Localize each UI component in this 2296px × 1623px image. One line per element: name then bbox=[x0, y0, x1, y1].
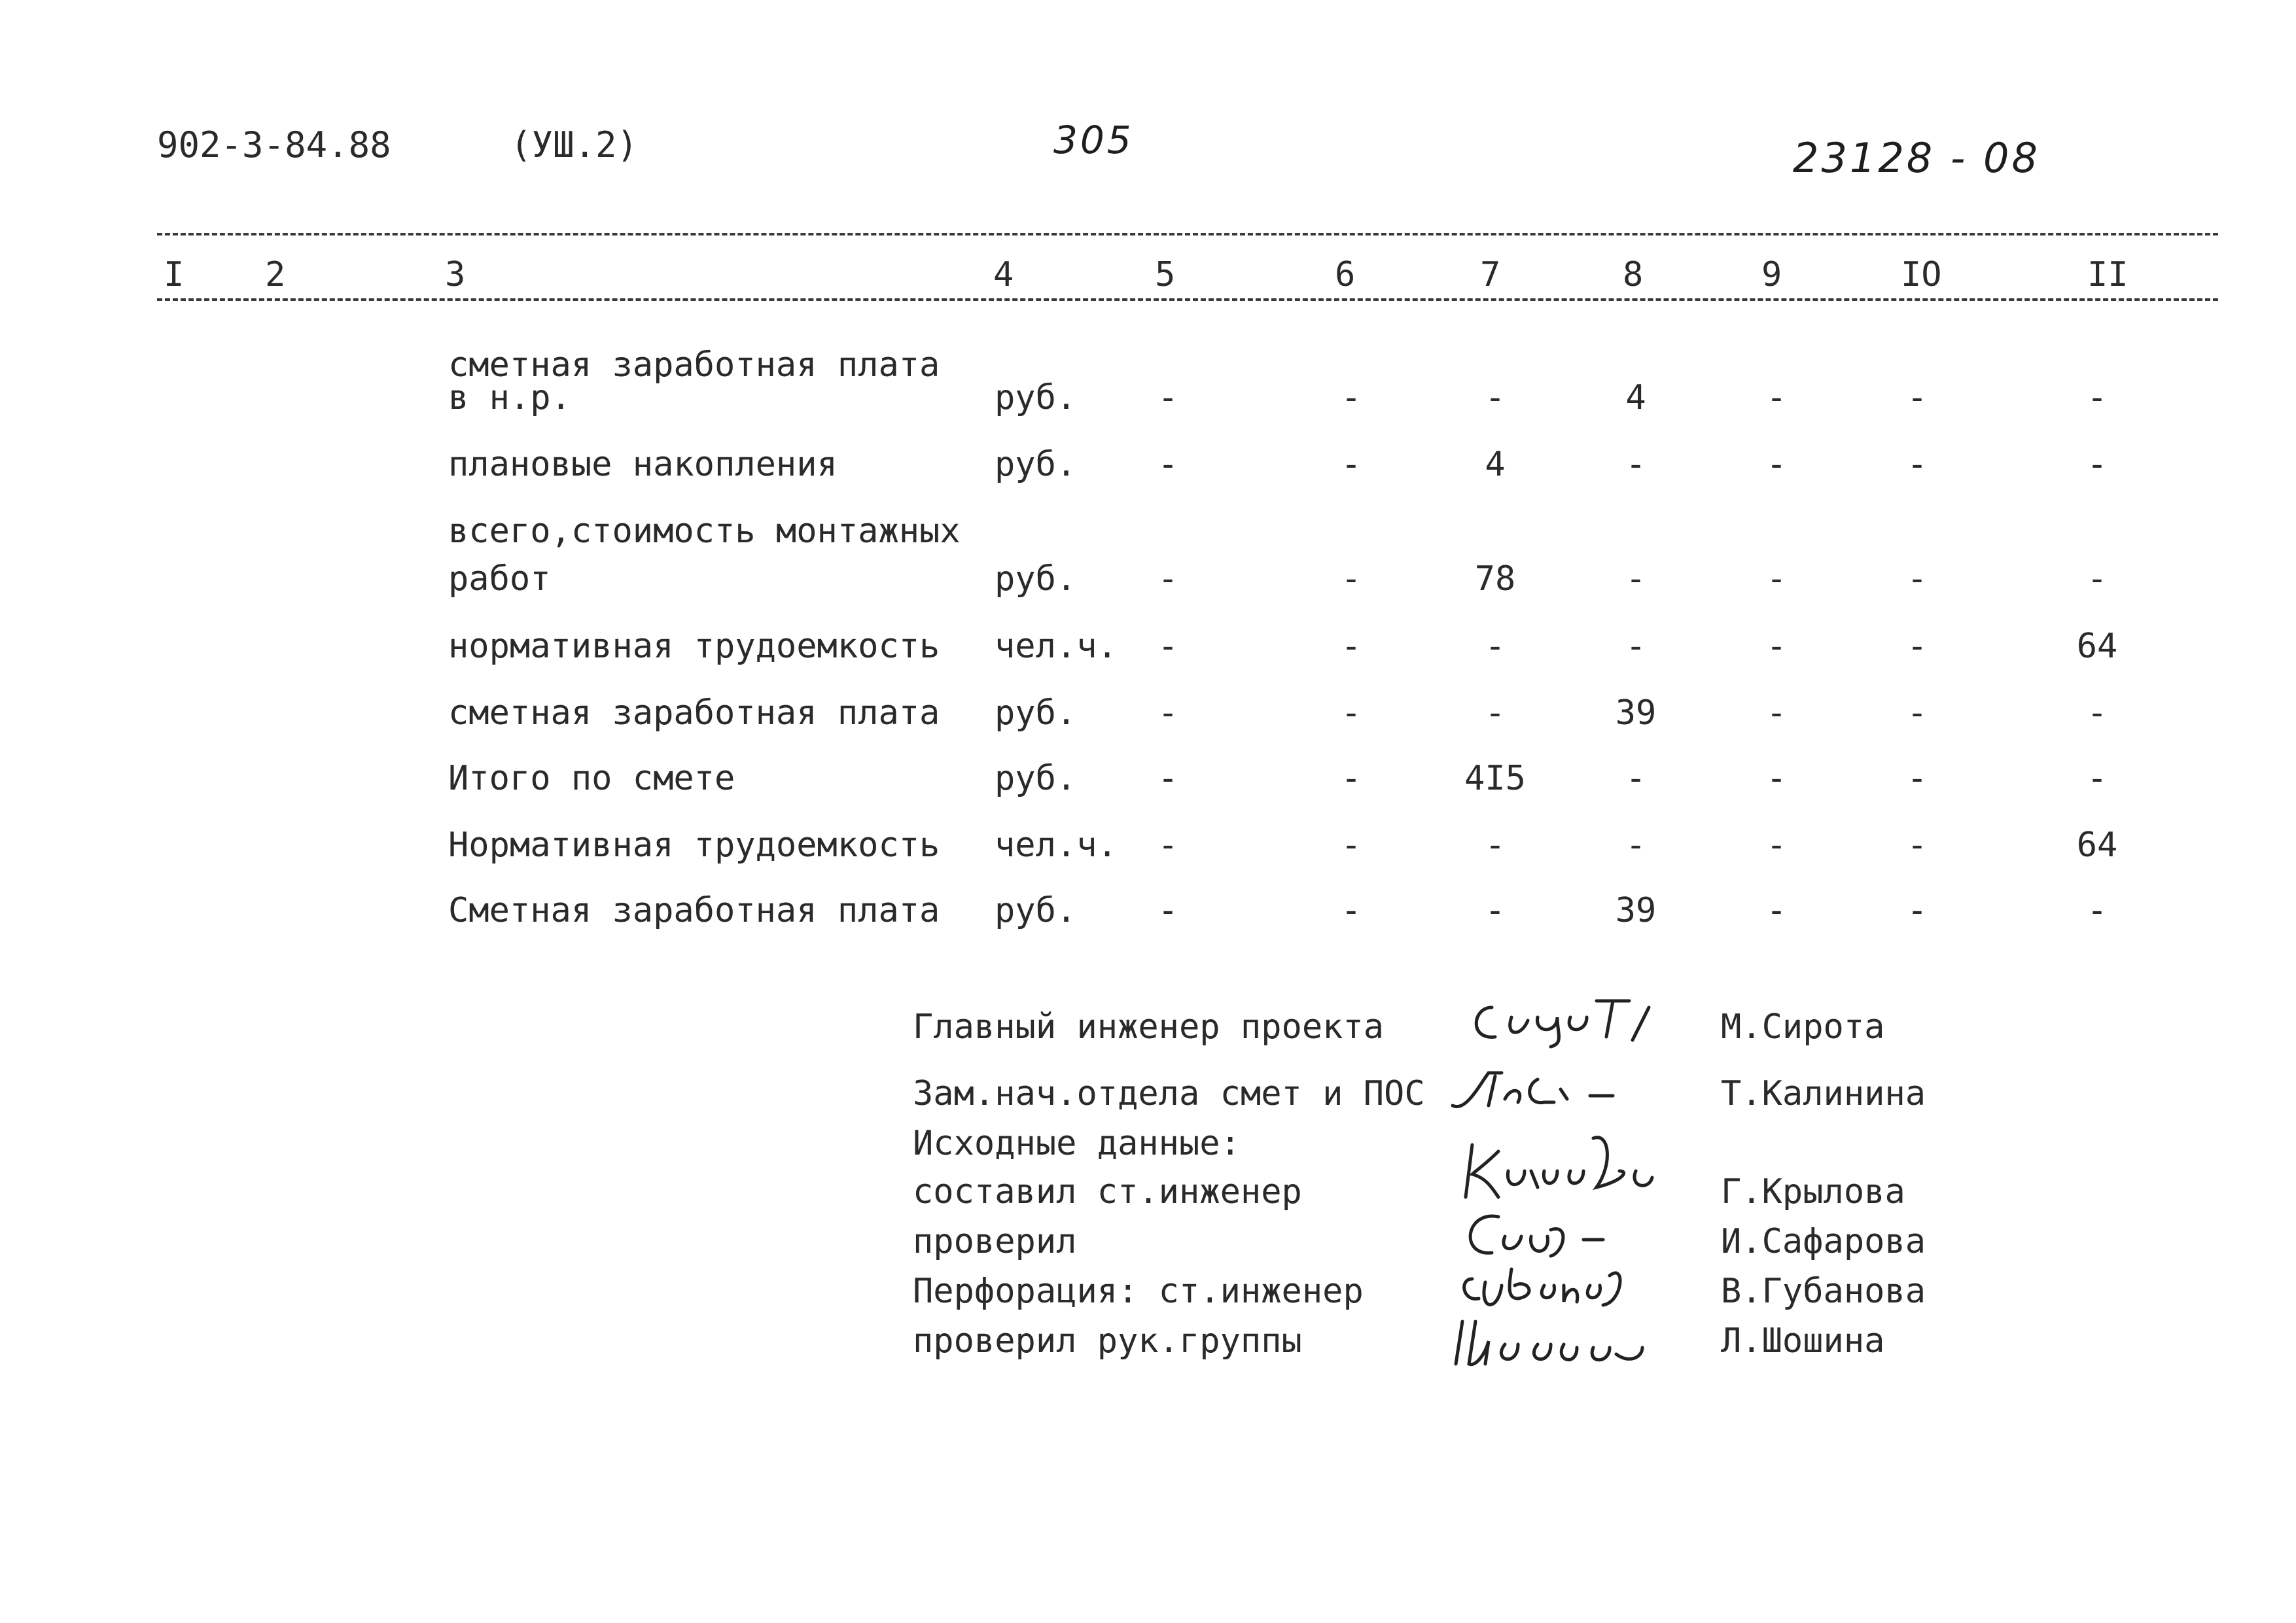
cell-col10: - bbox=[1907, 693, 1928, 733]
cell-col9: - bbox=[1766, 759, 1787, 798]
cell-col6: - bbox=[1341, 378, 1362, 417]
row-name: Итого по смете bbox=[448, 759, 735, 798]
column-header-8: 8 bbox=[1623, 255, 1644, 294]
cell-col8: - bbox=[1625, 759, 1646, 798]
cell-col6: - bbox=[1341, 759, 1362, 798]
cell-col10: - bbox=[1907, 759, 1928, 798]
column-header-9: 9 bbox=[1761, 255, 1782, 294]
cell-col7: - bbox=[1485, 891, 1506, 930]
row-unit: руб. bbox=[995, 445, 1077, 484]
top-rule bbox=[157, 233, 2218, 236]
cell-col7: 4I5 bbox=[1464, 759, 1526, 798]
cell-col7: 78 bbox=[1474, 559, 1516, 599]
row-name-cont: в н.р. bbox=[448, 378, 571, 417]
row-unit: руб. bbox=[995, 759, 1077, 798]
page-number: 305 bbox=[1053, 118, 1134, 162]
column-header-11: II bbox=[2087, 255, 2128, 294]
group-head-label: проверил рук.группы bbox=[913, 1321, 1302, 1361]
cell-col11: - bbox=[2087, 559, 2108, 599]
row-name: нормативная трудоемкость bbox=[448, 627, 940, 666]
cell-col9: - bbox=[1766, 559, 1787, 599]
column-header-5: 5 bbox=[1155, 255, 1176, 294]
row-name: Сметная заработная плата bbox=[448, 891, 940, 930]
source-data-label: Исходные данные: bbox=[913, 1124, 1241, 1163]
cell-col5: - bbox=[1157, 445, 1178, 484]
cell-col5: - bbox=[1157, 759, 1178, 798]
cell-col6: - bbox=[1341, 693, 1362, 733]
cell-col8: - bbox=[1625, 627, 1646, 666]
column-header-2: 2 bbox=[265, 255, 286, 294]
cell-col10: - bbox=[1907, 826, 1928, 865]
cell-col7: - bbox=[1485, 693, 1506, 733]
cell-col8: 39 bbox=[1615, 891, 1657, 930]
checked-label: проверил bbox=[913, 1222, 1077, 1261]
cell-col10: - bbox=[1907, 627, 1928, 666]
row-unit: руб. bbox=[995, 559, 1077, 599]
deputy-label: Зам.нач.отдела смет и ПОС bbox=[913, 1074, 1425, 1113]
cell-col10: - bbox=[1907, 378, 1928, 417]
cell-col9: - bbox=[1766, 826, 1787, 865]
cell-col5: - bbox=[1157, 826, 1178, 865]
cell-col10: - bbox=[1907, 445, 1928, 484]
cell-col6: - bbox=[1341, 445, 1362, 484]
row-name: сметная заработная плата bbox=[448, 345, 940, 385]
checked-name: И.Сафарова bbox=[1721, 1222, 1926, 1261]
cell-col9: - bbox=[1766, 693, 1787, 733]
perforation-name: В.Губанова bbox=[1721, 1272, 1926, 1311]
cell-col5: - bbox=[1157, 559, 1178, 599]
column-header-6: 6 bbox=[1335, 255, 1356, 294]
cell-col7: - bbox=[1485, 627, 1506, 666]
cell-col8: - bbox=[1625, 445, 1646, 484]
row-unit: руб. bbox=[995, 693, 1077, 733]
chief-engineer-name: М.Сирота bbox=[1721, 1007, 1885, 1047]
row-unit: чел.ч. bbox=[995, 826, 1118, 865]
cell-col5: - bbox=[1157, 627, 1178, 666]
cell-col11: 64 bbox=[2076, 627, 2118, 666]
compiled-name: Г.Крылова bbox=[1721, 1172, 1905, 1212]
cell-col7: - bbox=[1485, 378, 1506, 417]
row-name: всего,стоимость монтажных bbox=[448, 512, 961, 551]
column-header-10: IO bbox=[1901, 255, 1942, 294]
compiled-label: составил ст.инженер bbox=[913, 1172, 1302, 1212]
signature-krylova bbox=[1453, 1125, 1688, 1210]
row-name: сметная заработная плата bbox=[448, 693, 940, 733]
cell-col11: - bbox=[2087, 759, 2108, 798]
cell-col8: 39 bbox=[1615, 693, 1657, 733]
row-unit: чел.ч. bbox=[995, 627, 1118, 666]
cell-col8: 4 bbox=[1625, 378, 1646, 417]
cell-col8: - bbox=[1625, 826, 1646, 865]
cell-col5: - bbox=[1157, 693, 1178, 733]
group-head-name: Л.Шошина bbox=[1721, 1321, 1885, 1361]
cell-col9: - bbox=[1766, 891, 1787, 930]
cell-col9: - bbox=[1766, 445, 1787, 484]
stamp-number: 23128 - 08 bbox=[1793, 134, 2040, 182]
cell-col6: - bbox=[1341, 891, 1362, 930]
row-name: плановые накопления bbox=[448, 445, 838, 484]
cell-col11: - bbox=[2087, 693, 2108, 733]
signature-shoshina bbox=[1446, 1308, 1662, 1374]
signature-gubanova bbox=[1446, 1249, 1655, 1315]
cell-col11: - bbox=[2087, 378, 2108, 417]
perforation-label: Перфорация: ст.инженер bbox=[913, 1272, 1364, 1311]
cell-col6: - bbox=[1341, 826, 1362, 865]
column-header-3: 3 bbox=[445, 255, 466, 294]
deputy-name: Т.Калинина bbox=[1721, 1074, 1926, 1113]
column-header-1: I bbox=[164, 255, 185, 294]
section-code: (УШ.2) bbox=[510, 124, 639, 166]
column-header-rule bbox=[157, 298, 2218, 301]
signature-kalinina bbox=[1439, 1060, 1662, 1119]
cell-col6: - bbox=[1341, 627, 1362, 666]
cell-col6: - bbox=[1341, 559, 1362, 599]
cell-col11: - bbox=[2087, 891, 2108, 930]
signature-sirota bbox=[1466, 981, 1682, 1053]
cell-col10: - bbox=[1907, 891, 1928, 930]
cell-col10: - bbox=[1907, 559, 1928, 599]
row-name-cont: работ bbox=[448, 559, 551, 599]
cell-col9: - bbox=[1766, 627, 1787, 666]
column-header-4: 4 bbox=[993, 255, 1014, 294]
cell-col11: 64 bbox=[2076, 826, 2118, 865]
cell-col11: - bbox=[2087, 445, 2108, 484]
cell-col5: - bbox=[1157, 891, 1178, 930]
chief-engineer-label: Главный инженер проекта bbox=[913, 1007, 1385, 1047]
column-header-7: 7 bbox=[1480, 255, 1501, 294]
document-code: 902-3-84.88 bbox=[157, 124, 391, 166]
cell-col7: 4 bbox=[1485, 445, 1506, 484]
row-unit: руб. bbox=[995, 378, 1077, 417]
cell-col7: - bbox=[1485, 826, 1506, 865]
row-name: Нормативная трудоемкость bbox=[448, 826, 940, 865]
row-unit: руб. bbox=[995, 891, 1077, 930]
cell-col5: - bbox=[1157, 378, 1178, 417]
cell-col9: - bbox=[1766, 378, 1787, 417]
cell-col8: - bbox=[1625, 559, 1646, 599]
